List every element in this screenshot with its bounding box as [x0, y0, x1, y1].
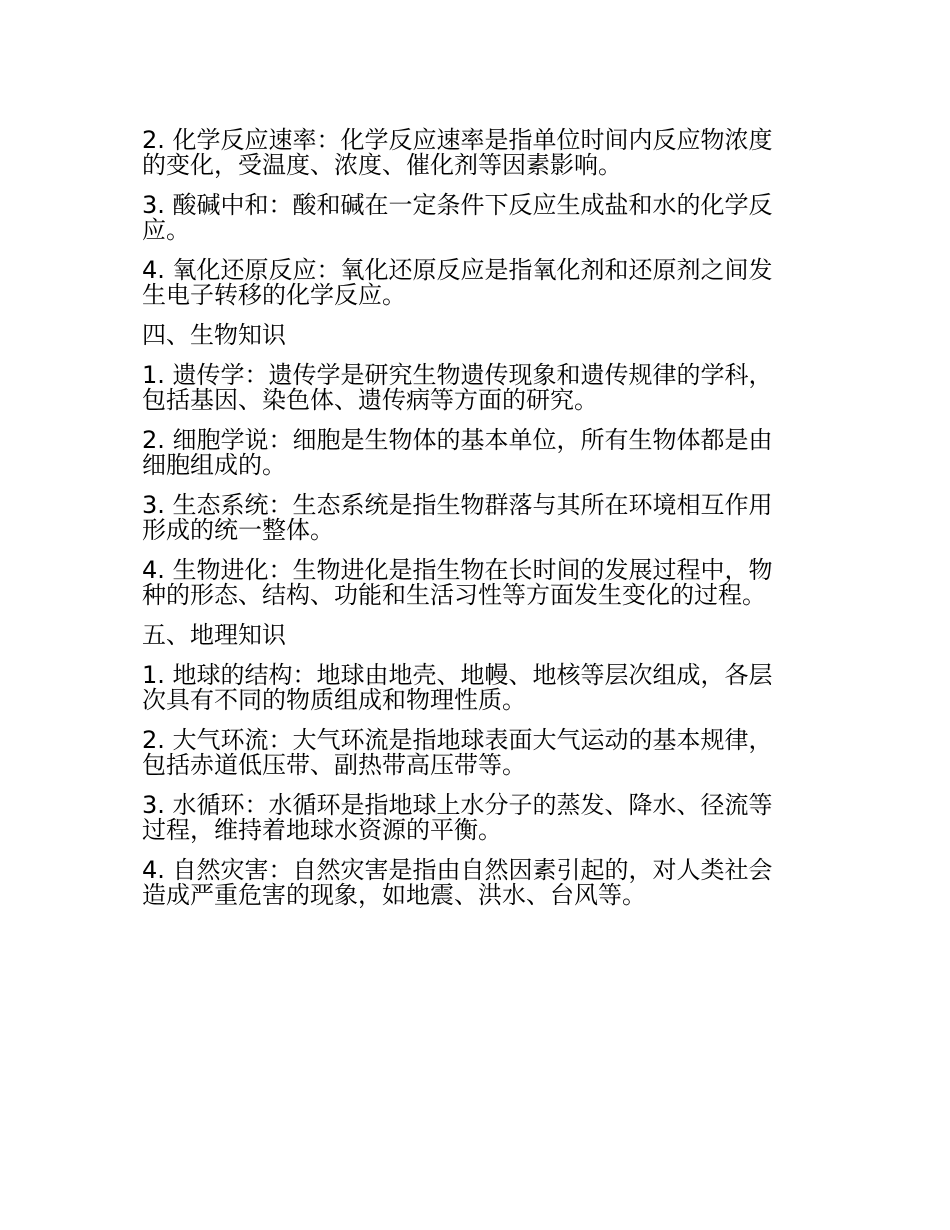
paragraph-bio-4: 4. 生物进化：生物进化是指生物在长时间的发展过程中，物种的形态、结构、功能和生活习性等方面发生变化的过程。: [142, 556, 773, 609]
paragraph-chem-2: 2. 化学反应速率：化学反应速率是指单位时间内反应物浓度的变化，受温度、浓度、催化剂等因素影响。: [142, 126, 773, 179]
paragraph-geo-4: 4. 自然灾害：自然灾害是指由自然因素引起的，对人类社会造成严重危害的现象，如地震、洪水、台风等。: [142, 856, 773, 909]
paragraph-geo-2: 2. 大气环流：大气环流是指地球表面大气运动的基本规律，包括赤道低压带、副热带高压带等。: [142, 726, 773, 779]
paragraph-geo-1: 1. 地球的结构：地球由地壳、地幔、地核等层次组成，各层次具有不同的物质组成和物理性质。: [142, 661, 773, 714]
paragraph-bio-1: 1. 遗传学：遗传学是研究生物遗传现象和遗传规律的学科，包括基因、染色体、遗传病等方面的研究。: [142, 361, 773, 414]
paragraph-bio-2: 2. 细胞学说：细胞是生物体的基本单位，所有生物体都是由细胞组成的。: [142, 426, 773, 479]
document-page: [142, 128, 794, 923]
section-heading-geography: 五、地理知识: [142, 621, 286, 649]
paragraph-geo-3: 3. 水循环：水循环是指地球上水分子的蒸发、降水、径流等过程，维持着地球水资源的平衡。: [142, 791, 773, 844]
paragraph-bio-3: 3. 生态系统：生态系统是指生物群落与其所在环境相互作用形成的统一整体。: [142, 491, 773, 544]
paragraph-chem-4: 4. 氧化还原反应：氧化还原反应是指氧化剂和还原剂之间发生电子转移的化学反应。: [142, 256, 773, 309]
section-heading-biology: 四、生物知识: [142, 321, 286, 349]
paragraph-chem-3: 3. 酸碱中和：酸和碱在一定条件下反应生成盐和水的化学反应。: [142, 191, 773, 244]
